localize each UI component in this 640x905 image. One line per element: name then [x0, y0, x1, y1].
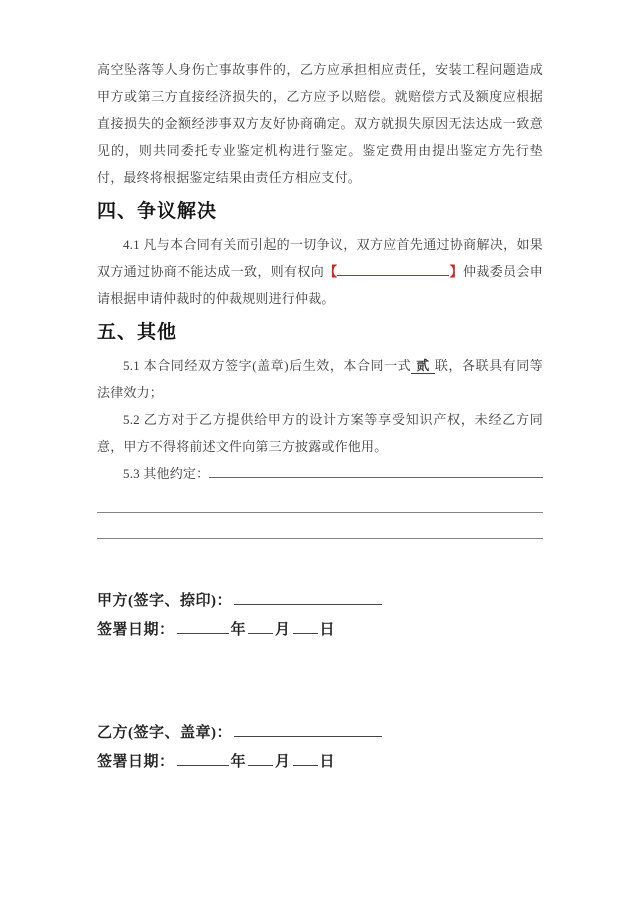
section-4-heading: 四、争议解决	[97, 201, 218, 222]
day-suffix: 日	[319, 754, 336, 770]
party-a-year-blank[interactable]	[177, 620, 229, 634]
month-suffix: 月	[275, 622, 291, 638]
year-suffix: 年	[230, 754, 247, 770]
clause-4-1-paragraph	[97, 231, 543, 312]
party-b-date-row	[97, 748, 543, 777]
party-a-day-blank[interactable]	[293, 620, 318, 634]
section-5-heading: 五、其他	[97, 322, 178, 343]
party-b-year-blank[interactable]	[177, 752, 229, 766]
clause-5-2-paragraph: 5.2 乙方对于乙方提供给甲方的设计方案等享受知识产权，未经乙方同意，甲方不得将前述文件向第三方披露或作他用。	[97, 412, 543, 454]
clause-5-1-text-before: 5.1 本合同经双方签字(盖章)后生效，本合同一式	[123, 358, 412, 373]
party-b-signature-block	[97, 719, 543, 777]
party-a-label: 甲方(签字、捺印)：	[97, 593, 232, 609]
copies-count-value: 贰	[411, 358, 435, 374]
party-a-sign-date-label: 签署日期：	[97, 622, 175, 638]
clause-5-1-text-after: 联，各联具有同等法律效力；	[97, 358, 543, 400]
party-b-signature-row	[97, 719, 543, 748]
intro-paragraph: 高空坠落等人身伤亡事故事件的，乙方应承担相应责任，安装工程问题造成甲方或第三方直接经济损失的，乙方应予以赔偿。就赔偿方式及额度应根据直接损失的金额经涉事双方友好协商确定。双方就损失原因无法达成一致意见的，则共同委托专业鉴定机构进行鉴定。鉴定费用由提出鉴定方先行垫付，最终将根据鉴定结果由责任方相应支付。	[97, 62, 543, 185]
other-agreements-blank-line-1[interactable]	[209, 463, 543, 478]
clause-4-1-text-before: 4.1 凡与本合同有关而引起的一切争议，双方应首先通过协商解决，如果双方通过协商不能达成一致，则有权向	[97, 237, 543, 279]
open-bracket: 【	[324, 264, 338, 279]
month-suffix: 月	[275, 754, 291, 770]
party-a-month-blank[interactable]	[248, 620, 273, 634]
party-b-day-blank[interactable]	[293, 752, 318, 766]
party-a-signature-row	[97, 587, 543, 616]
party-b-sign-date-label: 签署日期：	[97, 754, 175, 770]
clause-4-1-text-after: 仲裁委员会申请根据申请仲裁时的仲裁规则进行仲裁。	[97, 264, 543, 306]
clause-5-3-row	[97, 460, 543, 487]
party-b-signature-blank[interactable]	[234, 723, 382, 737]
clause-5-1-paragraph	[97, 352, 543, 406]
party-a-signature-blank[interactable]	[234, 591, 382, 605]
day-suffix: 日	[319, 622, 336, 638]
year-suffix: 年	[230, 622, 247, 638]
other-agreements-blank-line-2[interactable]	[97, 487, 543, 513]
party-b-month-blank[interactable]	[248, 752, 273, 766]
party-a-date-row	[97, 616, 543, 645]
other-agreements-blank-line-3[interactable]	[97, 513, 543, 539]
party-a-signature-block	[97, 587, 543, 645]
arbitration-committee-blank-field[interactable]	[337, 263, 449, 276]
party-b-label: 乙方(签字、盖章)：	[97, 725, 232, 741]
signature-spacer	[97, 645, 543, 719]
clause-5-3-label: 5.3 其他约定：	[123, 466, 210, 481]
close-bracket: 】	[449, 264, 463, 279]
